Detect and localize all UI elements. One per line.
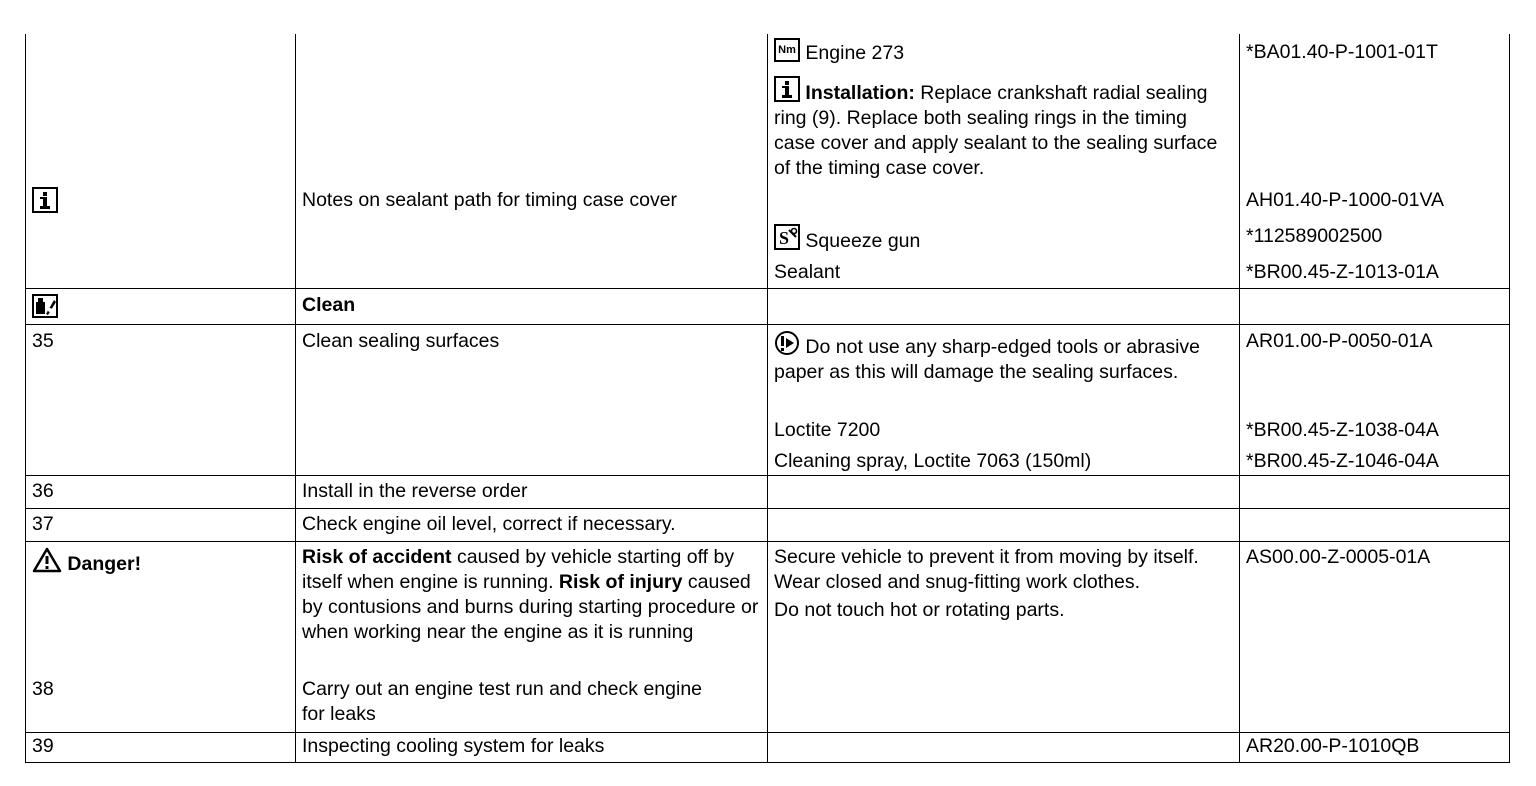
safety-measure-3: Do not touch hot or rotating parts. <box>774 599 1065 621</box>
info-cell <box>26 34 296 288</box>
danger-label: Danger! <box>67 553 142 575</box>
reference-cell <box>1240 34 1509 288</box>
caution-reference: AR01.00-P-0050-01A <box>1246 330 1433 352</box>
safety-measures <box>774 545 1224 623</box>
svg-text:S: S <box>778 228 790 248</box>
empty-cell <box>768 476 1240 508</box>
special-tool-icon <box>774 224 800 250</box>
empty-cell <box>768 289 1240 324</box>
loctite-label: Loctite 7200 <box>774 419 881 441</box>
torque-label: Engine 273 <box>805 42 905 64</box>
svg-text:Nm: Nm <box>778 44 796 56</box>
info-icon <box>32 187 58 213</box>
installation-text: Replace crankshaft radial sealing ring (9). Replace both sealing rings in the timing case cover and apply sealant to the sealing surface of the timing case cover. <box>774 82 1218 179</box>
cleaning-icon <box>32 294 58 318</box>
step-description: Clean sealing surfaces <box>296 325 768 475</box>
caution-icon <box>774 330 800 356</box>
step-number: 35 <box>26 325 296 475</box>
details-cell <box>768 325 1240 475</box>
cleaning-spray-label: Cleaning spray, Loctite 7063 (150ml) <box>774 450 1092 472</box>
risk-injury-label: Risk of injury <box>558 571 683 593</box>
step-description: Check engine oil level, correct if necessary. <box>296 509 768 541</box>
reference-cell <box>1240 542 1509 732</box>
risk-accident-label: Risk of accident <box>302 546 452 568</box>
danger-cell <box>26 542 296 732</box>
step-description: Install in the reverse order <box>296 476 768 508</box>
step-number: 39 <box>26 733 296 762</box>
details-cell <box>768 542 1240 732</box>
info-icon <box>774 76 800 102</box>
safety-measure-1: Secure vehicle to prevent it from moving by itself. <box>774 546 1199 568</box>
danger-heading <box>32 547 141 577</box>
table-row <box>26 288 1509 324</box>
empty-cell <box>1240 509 1509 541</box>
safety-measure-2: Wear closed and snug-fitting work clothes. <box>774 571 1140 593</box>
safety-reference: AS00.00-Z-0005-01A <box>1246 546 1431 568</box>
empty-cell <box>1240 476 1509 508</box>
cleaning-spray-reference: *BR00.45-Z-1046-04A <box>1246 450 1439 472</box>
squeeze-gun-label: Squeeze gun <box>805 230 921 252</box>
loctite-reference: *BR00.45-Z-1038-04A <box>1246 419 1439 441</box>
table-row <box>26 475 1509 508</box>
caution-note <box>774 330 1214 385</box>
section-title: Clean <box>296 289 768 324</box>
empty-cell <box>768 733 1240 762</box>
risk-text <box>302 545 760 645</box>
clean-icon-cell <box>26 289 296 324</box>
description-cell <box>296 34 768 288</box>
table-row <box>26 508 1509 541</box>
table-row <box>26 34 1509 288</box>
warning-triangle-icon <box>32 547 62 573</box>
table-row <box>26 541 1509 732</box>
installation-label: Installation: <box>805 82 915 104</box>
reference-cell <box>1240 325 1509 475</box>
step-number: 38 <box>32 678 54 700</box>
risk-injury-text: caused by contusions and burns during starting procedure or when working near the engine as it is running <box>302 571 759 643</box>
table-row <box>26 732 1509 762</box>
empty-cell <box>1240 289 1509 324</box>
torque-nm-icon <box>774 38 800 62</box>
empty-cell <box>768 509 1240 541</box>
details-cell <box>768 34 1240 288</box>
table-row <box>26 324 1509 475</box>
torque-reference: *BA01.40-P-1001-01T <box>1246 41 1438 63</box>
risk-accident-text: caused by vehicle starting off by itself when engine is running. <box>302 546 735 593</box>
sealant-reference: *BR00.45-Z-1013-01A <box>1246 261 1439 283</box>
caution-text: Do not use any sharp-edged tools or abrasive paper as this will damage the sealing surfaces. <box>774 336 1200 383</box>
squeeze-gun-line <box>774 224 920 254</box>
installation-note <box>774 76 1226 181</box>
step-number: 37 <box>26 509 296 541</box>
step-description: Carry out an engine test run and check engine for leaks <box>302 678 703 725</box>
sealant-label: Sealant <box>774 261 841 283</box>
sealant-note-text: Notes on sealant path for timing case cover <box>302 189 678 211</box>
step-description: Inspecting cooling system for leaks <box>296 733 768 762</box>
description-cell <box>296 542 768 732</box>
step-reference: AR20.00-P-1010QB <box>1246 735 1420 757</box>
sealant-note-reference: AH01.40-P-1000-01VA <box>1246 189 1445 211</box>
squeeze-gun-reference: *112589002500 <box>1246 225 1383 247</box>
step-number: 36 <box>26 476 296 508</box>
procedure-table <box>25 34 1510 763</box>
torque-line <box>774 38 904 66</box>
